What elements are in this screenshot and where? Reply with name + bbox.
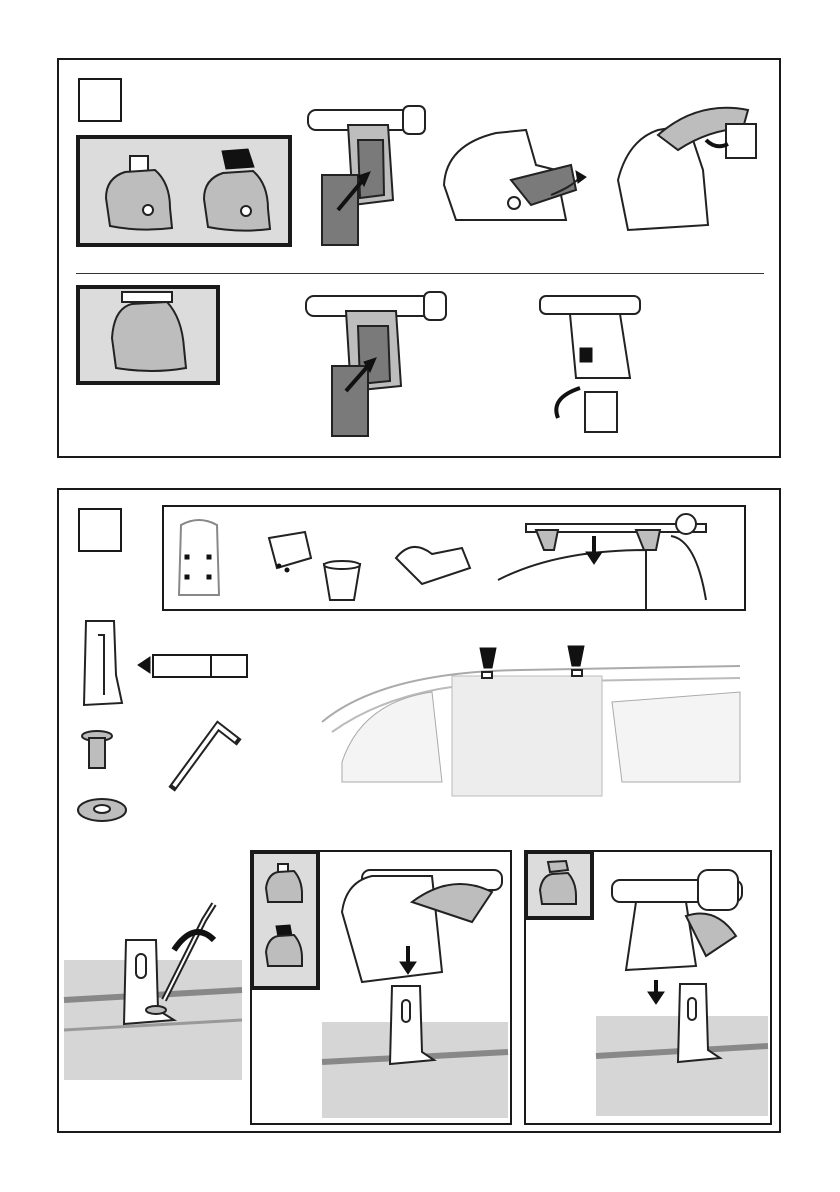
clamp-pad-icon xyxy=(308,100,428,250)
roof-foot-icon xyxy=(264,924,304,970)
cloth-icon xyxy=(392,528,474,586)
car-roof-icon xyxy=(175,515,223,601)
roof-foot-icon xyxy=(102,288,198,378)
panel-1-divider xyxy=(76,273,764,274)
clamp-pad-icon xyxy=(64,900,242,1082)
roof-foot-icon xyxy=(100,148,180,238)
bucket-icon xyxy=(322,560,362,602)
roof-foot-icon xyxy=(538,858,578,908)
clamp-pad-icon xyxy=(596,866,768,1120)
clamp-pad-icon xyxy=(322,852,508,1122)
person-icon xyxy=(496,510,742,610)
clamp-pad-icon xyxy=(76,615,126,711)
clamp-pad-icon xyxy=(306,286,446,438)
roof-foot-icon xyxy=(198,145,278,239)
step-1-number-box xyxy=(78,78,122,122)
arrow-icon xyxy=(138,657,150,673)
label-cell-2 xyxy=(212,656,246,676)
screw-icon xyxy=(80,730,114,770)
roof-foot-icon xyxy=(608,100,758,240)
washer-icon xyxy=(76,796,128,824)
label-cell-1 xyxy=(154,656,212,676)
cloth-icon xyxy=(265,528,315,576)
roof-foot-icon xyxy=(436,125,596,237)
step-2-number-box xyxy=(78,508,122,552)
roof-foot-icon xyxy=(530,288,642,436)
hex-key-icon xyxy=(170,718,240,790)
label-plate xyxy=(152,654,248,678)
car-roof-icon xyxy=(322,642,740,800)
roof-foot-icon xyxy=(264,862,304,906)
